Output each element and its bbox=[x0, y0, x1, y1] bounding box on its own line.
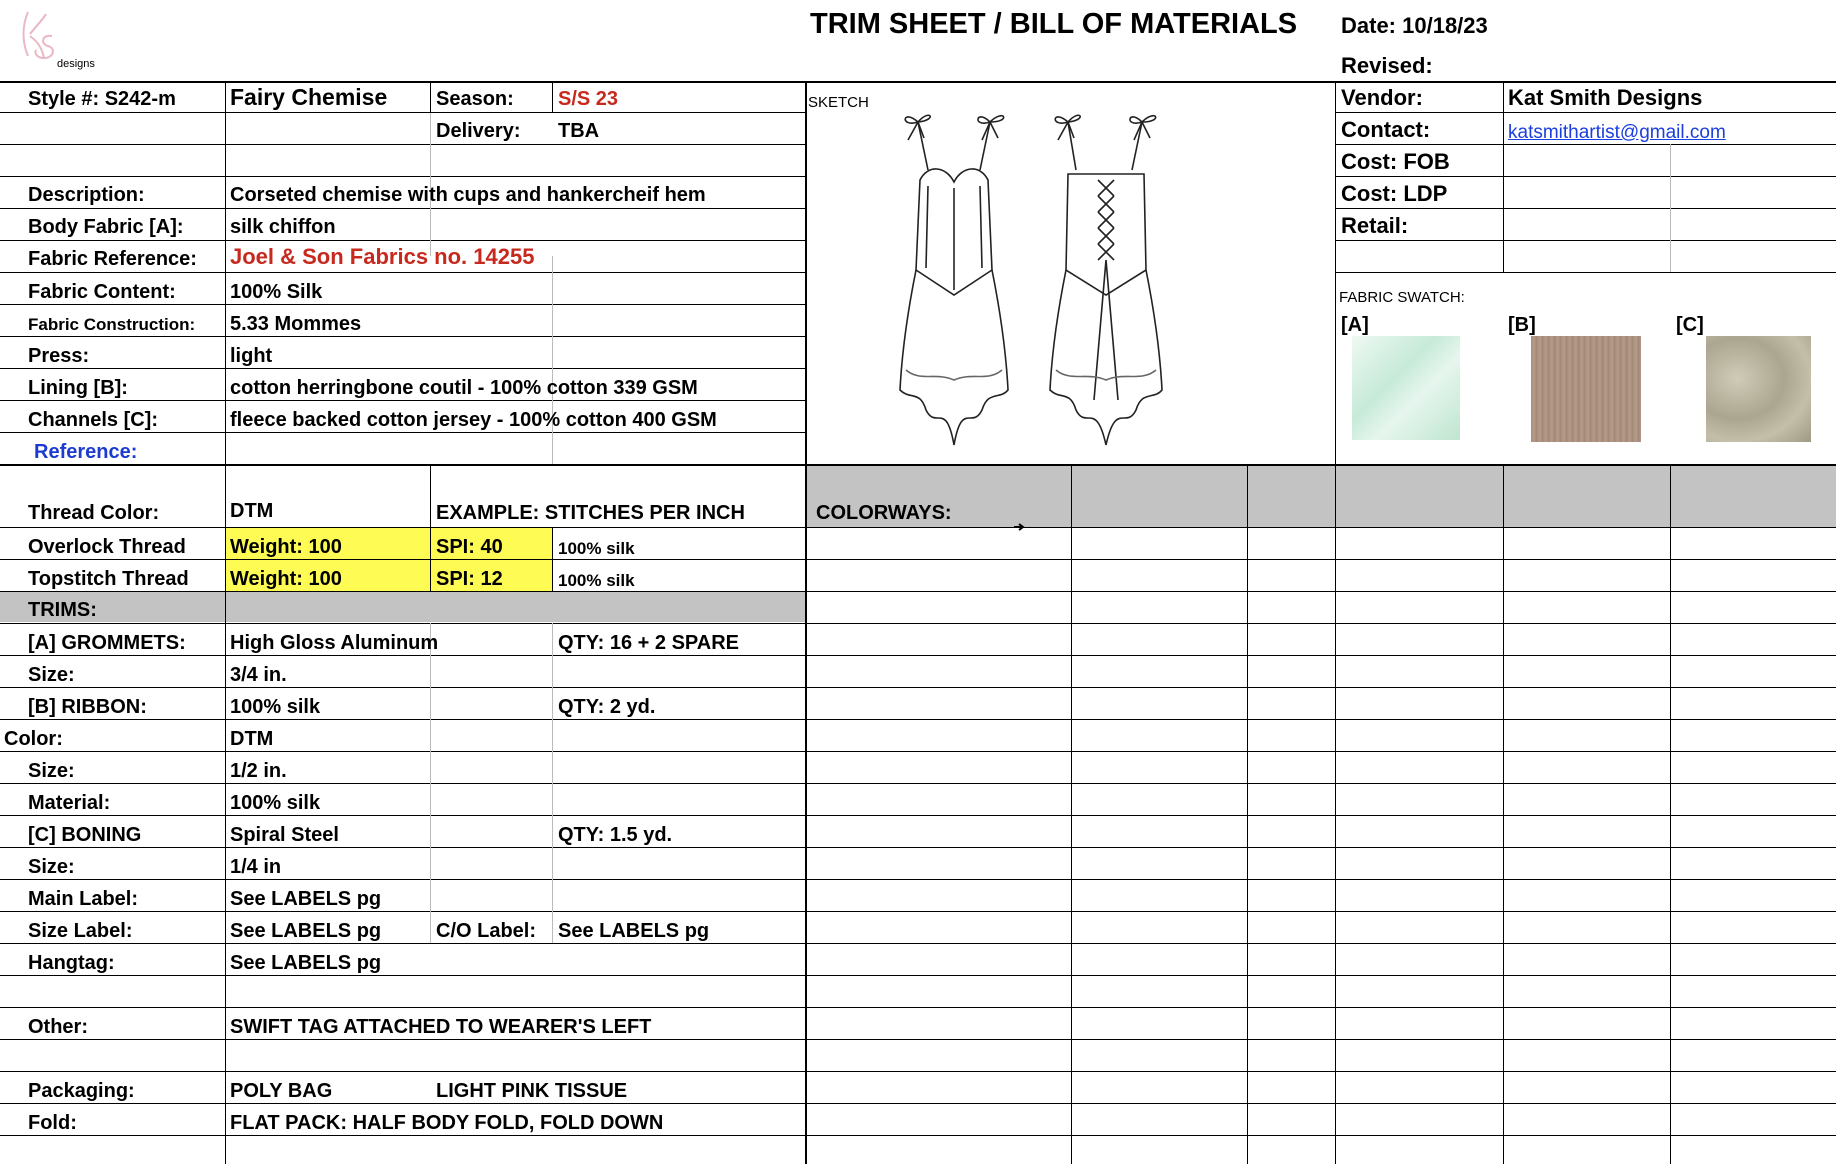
hangtag-value: See LABELS pg bbox=[230, 952, 382, 974]
fabric-construction-value: 5.33 Mommes bbox=[230, 313, 362, 335]
stitches-example: EXAMPLE: STITCHES PER INCH bbox=[436, 502, 745, 524]
ribbon-color-value: DTM bbox=[230, 728, 274, 750]
overlock-content: 100% silk bbox=[558, 539, 635, 558]
press-value: light bbox=[230, 345, 273, 367]
front-bow-right bbox=[978, 116, 1004, 140]
co-label-value: See LABELS pg bbox=[558, 920, 710, 942]
lining-label: Lining [B]: bbox=[28, 377, 128, 399]
description-label: Description: bbox=[28, 184, 145, 206]
fold-label: Fold: bbox=[28, 1112, 77, 1134]
main-label-value: See LABELS pg bbox=[230, 888, 382, 910]
main-label-label: Main Label: bbox=[28, 888, 139, 910]
front-strap-left bbox=[918, 122, 928, 170]
front-bow-left bbox=[905, 115, 930, 140]
style-name: Fairy Chemise bbox=[230, 84, 388, 110]
ribbon-value: 100% silk bbox=[230, 696, 321, 718]
boning-size-value: 1/4 in bbox=[230, 856, 282, 878]
contact-email-link[interactable]: katsmithartist@gmail.com bbox=[1508, 122, 1726, 143]
swatch-c-label: [C] bbox=[1676, 314, 1704, 336]
grommets-value: High Gloss Aluminum bbox=[230, 632, 439, 654]
swatch-b-image bbox=[1531, 336, 1641, 442]
boning-label: [C] BONING bbox=[28, 824, 142, 846]
fabric-reference-label: Fabric Reference: bbox=[28, 248, 197, 270]
delivery-label: Delivery: bbox=[436, 120, 521, 142]
hangtag-label: Hangtag: bbox=[28, 952, 115, 974]
boning-qty: QTY: 1.5 yd. bbox=[558, 824, 673, 846]
garment-sketch bbox=[880, 100, 1210, 450]
swatch-a-label: [A] bbox=[1341, 314, 1369, 336]
description-value: Corseted chemise with cups and hankercheif hem bbox=[230, 184, 706, 206]
fabric-construction-label: Fabric Construction: bbox=[28, 315, 196, 334]
swatch-a-image bbox=[1352, 336, 1460, 440]
overlock-spi: SPI: 40 bbox=[436, 536, 503, 558]
fabric-content-label: Fabric Content: bbox=[28, 281, 176, 303]
date-text: Date: 10/18/23 bbox=[1341, 13, 1488, 38]
press-label: Press: bbox=[28, 345, 90, 367]
body-fabric-label: Body Fabric [A]: bbox=[28, 216, 184, 238]
other-label: Other: bbox=[28, 1016, 88, 1038]
packaging-value-1: POLY BAG bbox=[230, 1080, 333, 1102]
ribbon-color-label: Color: bbox=[4, 728, 63, 750]
back-skirt bbox=[1050, 270, 1162, 445]
front-strap-right bbox=[980, 122, 990, 170]
other-value: SWIFT TAG ATTACHED TO WEARER'S LEFT bbox=[230, 1016, 652, 1038]
contact-label: Contact: bbox=[1341, 117, 1431, 142]
reference-label: Reference: bbox=[34, 441, 138, 463]
fabric-swatch-label: FABRIC SWATCH: bbox=[1339, 289, 1465, 306]
topstitch-spi: SPI: 12 bbox=[436, 568, 503, 590]
back-bodice bbox=[1066, 174, 1146, 295]
ribbon-size-label: Size: bbox=[28, 760, 75, 782]
packaging-label: Packaging: bbox=[28, 1080, 135, 1102]
grommets-qty: QTY: 16 + 2 SPARE bbox=[558, 632, 739, 654]
colorways-label: COLORWAYS: bbox=[816, 502, 952, 524]
swatch-c-image bbox=[1706, 336, 1811, 442]
fold-value: FLAT PACK: HALF BODY FOLD, FOLD DOWN bbox=[230, 1112, 664, 1134]
ribbon-material-label: Material: bbox=[28, 792, 111, 814]
colorways-header-fill bbox=[805, 465, 1836, 527]
fabric-content-value: 100% Silk bbox=[230, 281, 323, 303]
style-number: Style #: S242-m bbox=[28, 88, 176, 110]
boning-value: Spiral Steel bbox=[230, 824, 339, 846]
channels-label: Channels [C]: bbox=[28, 409, 158, 431]
topstitch-thread-label: Topstitch Thread bbox=[28, 568, 189, 590]
delivery-value: TBA bbox=[558, 120, 600, 142]
ribbon-qty: QTY: 2 yd. bbox=[558, 696, 656, 718]
ribbon-label: [B] RIBBON: bbox=[28, 696, 147, 718]
grommets-size-value: 3/4 in. bbox=[230, 664, 287, 686]
trims-header-fill bbox=[0, 592, 805, 622]
grommets-size-label: Size: bbox=[28, 664, 75, 686]
revised-label: Revised: bbox=[1341, 53, 1433, 78]
ribbon-material-value: 100% silk bbox=[230, 792, 321, 814]
topstitch-content: 100% silk bbox=[558, 571, 635, 590]
back-bow-left bbox=[1055, 115, 1080, 140]
season-value: S/S 23 bbox=[558, 88, 619, 110]
thread-color-value: DTM bbox=[230, 500, 274, 522]
page-title: TRIM SHEET / BILL OF MATERIALS bbox=[810, 8, 1298, 40]
back-lacing bbox=[1098, 180, 1114, 260]
overlock-weight: Weight: 100 bbox=[230, 536, 342, 558]
co-label-label: C/O Label: bbox=[436, 920, 537, 942]
channels-value: fleece backed cotton jersey - 100% cotton 400 GSM bbox=[230, 409, 717, 431]
front-skirt bbox=[900, 270, 1008, 445]
fabric-reference-value: Joel & Son Fabrics no. 14255 bbox=[230, 244, 535, 269]
grommets-label: [A] GROMMETS: bbox=[28, 632, 186, 654]
packaging-value-2: LIGHT PINK TISSUE bbox=[436, 1080, 628, 1102]
retail-label: Retail: bbox=[1341, 213, 1409, 238]
cost-ldp-label: Cost: LDP bbox=[1341, 181, 1448, 206]
vendor-label: Vendor: bbox=[1341, 85, 1423, 110]
body-fabric-value: silk chiffon bbox=[230, 216, 336, 238]
size-label-value: See LABELS pg bbox=[230, 920, 382, 942]
sketch-label: SKETCH bbox=[808, 94, 869, 111]
topstitch-weight: Weight: 100 bbox=[230, 568, 342, 590]
lining-value: cotton herringbone coutil - 100% cotton 339 GSM bbox=[230, 377, 698, 399]
boning-size-label: Size: bbox=[28, 856, 75, 878]
cursor-arrow-icon bbox=[1012, 520, 1026, 534]
back-bow-right bbox=[1130, 116, 1156, 140]
cost-fob-label: Cost: FOB bbox=[1341, 149, 1450, 174]
swatch-b-label: [B] bbox=[1508, 314, 1536, 336]
season-label: Season: bbox=[436, 88, 514, 110]
trims-header: TRIMS: bbox=[28, 599, 97, 621]
back-strap-right bbox=[1132, 122, 1142, 170]
logo-subtext: designs bbox=[57, 58, 95, 70]
overlock-thread-label: Overlock Thread bbox=[28, 536, 186, 558]
back-strap-left bbox=[1068, 122, 1076, 170]
ribbon-size-value: 1/2 in. bbox=[230, 760, 287, 782]
size-label-label: Size Label: bbox=[28, 920, 133, 942]
vendor-value: Kat Smith Designs bbox=[1508, 85, 1703, 110]
thread-color-label: Thread Color: bbox=[28, 502, 160, 524]
